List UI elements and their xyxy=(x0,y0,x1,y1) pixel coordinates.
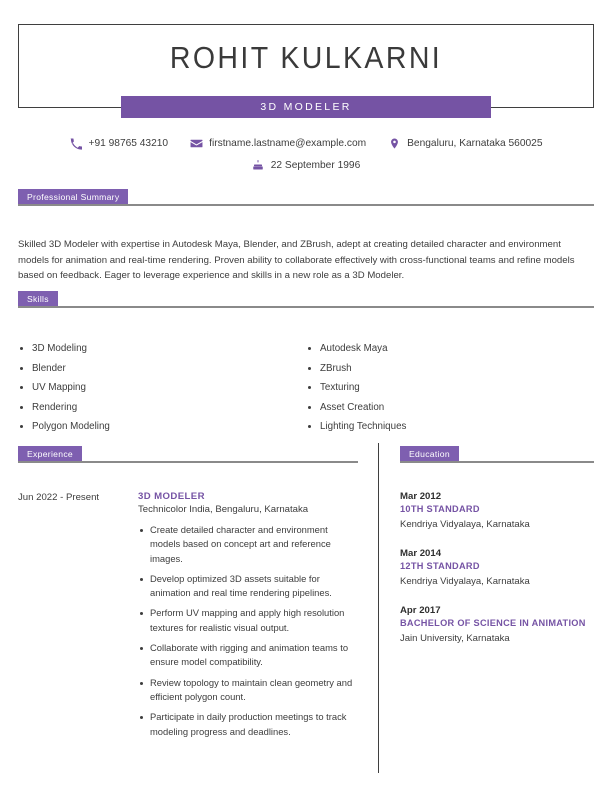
skills-column-right xyxy=(306,339,594,437)
list-item: Review topology to maintain clean geometry and efficient polygon count. xyxy=(138,676,358,705)
education-date: Apr 2017 xyxy=(400,605,441,617)
education-school: Jain University, Karnataka xyxy=(400,633,510,645)
summary-paragraph: Skilled 3D Modeler with expertise in Autodesk Maya, Blender, and ZBrush, adept at creating detailed character and environment models for animation and real-time rendering. Proven ability to collaborate effectively with cross-functional teams and refine models based on feedback. Eager to leverage experience and skills in a new role as a 3D Modeler. xyxy=(18,239,575,282)
envelope-icon xyxy=(190,137,203,150)
list-item: Collaborate with rigging and animation teams to ensure model compatibility. xyxy=(138,641,358,670)
list-item: Rendering xyxy=(18,398,306,418)
education-list xyxy=(400,491,594,646)
page-title: ROHIT KULKARNI xyxy=(169,40,443,75)
education-date: Mar 2012 xyxy=(400,491,442,502)
contact-email[interactable] xyxy=(190,137,366,150)
experience-date: Jun 2022 - Present xyxy=(18,492,100,503)
education-degree: 12TH STANDARD xyxy=(400,561,480,572)
list-item: Lighting Techniques xyxy=(306,417,594,437)
experience-role: 3D MODELER xyxy=(138,491,205,502)
education-entry xyxy=(400,548,594,589)
section-experience xyxy=(18,446,358,745)
section-education xyxy=(400,446,594,662)
list-item: Develop optimized 3D assets suitable for animation and real time rendering pipelines. xyxy=(138,572,358,601)
education-date: Mar 2014 xyxy=(400,548,442,560)
education-school: Kendriya Vidyalaya, Karnataka xyxy=(400,518,530,530)
section-label-skills: Skills xyxy=(18,291,58,307)
section-rule-summary xyxy=(18,204,594,206)
experience-detail xyxy=(138,491,358,745)
section-rule-experience xyxy=(18,461,358,463)
section-skills xyxy=(18,291,594,437)
contact-location-text: Bengaluru, Karnataka 560025 xyxy=(407,138,543,149)
list-item: Participate in daily production meetings to track modeling progress and deadlines. xyxy=(138,710,358,739)
section-professional-summary xyxy=(18,189,594,284)
map-pin-icon xyxy=(388,137,401,150)
section-label-summary: Professional Summary xyxy=(18,189,128,205)
contact-birthdate-text: 22 September 1996 xyxy=(270,160,361,171)
skills-column-left xyxy=(18,339,306,437)
contact-email-text: firstname.lastname@example.com xyxy=(209,138,367,149)
section-label-experience: Experience xyxy=(18,446,82,462)
list-item: Blender xyxy=(18,359,306,379)
contact-row-primary xyxy=(18,137,594,150)
skills-columns xyxy=(18,339,594,437)
section-header-education xyxy=(400,446,594,462)
list-item: Polygon Modeling xyxy=(18,417,306,437)
job-title-banner: 3D MODELER xyxy=(121,96,491,118)
list-item: Autodesk Maya xyxy=(306,339,594,359)
birthday-cake-icon xyxy=(252,159,265,172)
list-item: Asset Creation xyxy=(306,398,594,418)
section-rule-education xyxy=(400,461,594,463)
section-header-skills xyxy=(18,291,594,307)
section-label-education: Education xyxy=(400,446,459,462)
education-entry xyxy=(400,605,594,646)
education-degree: 10TH STANDARD xyxy=(400,504,480,514)
list-item: Texturing xyxy=(306,378,594,398)
education-degree: BACHELOR OF SCIENCE IN ANIMATION xyxy=(400,618,586,629)
list-item: ZBrush xyxy=(306,359,594,379)
education-school: Kendriya Vidyalaya, Karnataka xyxy=(400,576,530,587)
section-rule-skills xyxy=(18,306,594,308)
contact-location[interactable] xyxy=(388,137,542,150)
contact-row-secondary xyxy=(18,159,594,172)
experience-company: Technicolor India, Bengaluru, Karnataka xyxy=(138,504,309,515)
list-item: Create detailed character and environment models based on concept art and reference images. xyxy=(138,523,358,566)
contact-birthdate xyxy=(252,159,361,172)
phone-icon xyxy=(70,137,83,150)
list-item: Perform UV mapping and apply high resolution textures for realistic visual output. xyxy=(138,606,358,635)
section-header-experience xyxy=(18,446,358,462)
contact-phone[interactable] xyxy=(70,137,169,150)
section-header-summary xyxy=(18,189,594,205)
column-divider xyxy=(378,443,379,773)
contact-phone-text: +91 98765 43210 xyxy=(88,138,169,149)
experience-entry xyxy=(18,491,358,745)
list-item: UV Mapping xyxy=(18,378,306,398)
education-entry xyxy=(400,491,594,532)
list-item: 3D Modeling xyxy=(18,339,306,359)
